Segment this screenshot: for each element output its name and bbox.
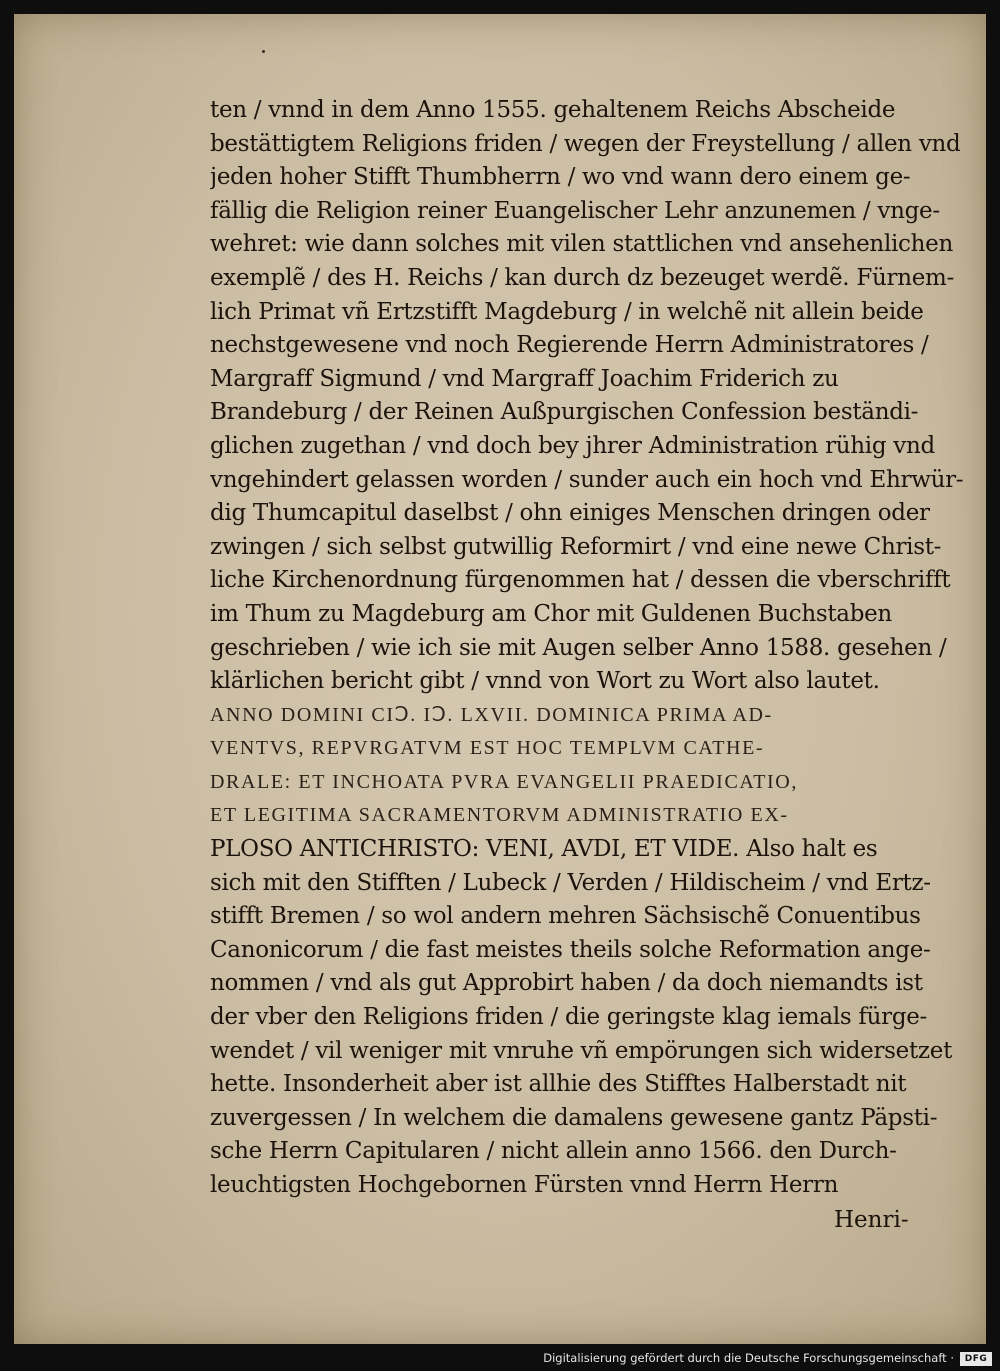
text-line: DRALE: ET INCHOATA PVRA EVANGELII PRAEDICATIO, [210,770,798,793]
text-line: ET LEGITIMA SACRAMENTORVM ADMINISTRATIO EX- [210,804,789,827]
text-line: leuchtigsten Hochgebornen Fürsten vnnd Herrn Herrn [210,1172,839,1198]
funding-credit: Digitalisierung gefördert durch die Deutsche Forschungsgemeinschaft · [543,1351,954,1365]
text-line: zwingen / sich selbst gutwillig Reformirt / vnd eine newe Christ- [210,533,942,560]
text-line: fällig die Religion reiner Euangelischer Lehr anzunemen / vnge- [210,197,940,224]
text-line: ANNO DOMINI CIↃ. IↃ. LXVII. DOMINICA PRIMA AD- [210,703,773,726]
text-line: Margraff Sigmund / vnd Margraff Joachim Friderich zu [210,365,839,392]
text-line: wendet / vil weniger mit vnruhe vñ empörungen sich widersetzet [210,1037,953,1064]
text-line: Brandeburg / der Reinen Außpurgischen Confession beständi- [210,399,919,426]
text-line: nommen / vnd als gut Approbirt haben / da doch niemandts ist [210,970,923,997]
text-line: glichen zugethan / vnd doch bey jhrer Administration rühig vnd [210,432,935,459]
text-line: stifft Bremen / so wol andern mehren Sächsischẽ Conuentibus [210,903,921,930]
text-line: klärlichen bericht gibt / vnnd von Wort zu Wort also lautet. [210,668,880,695]
text-line: sche Herrn Capitularen / nicht allein anno 1566. den Durch- [210,1138,897,1165]
text-line: ten / vnnd in dem Anno 1555. gehaltenem Reichs Abscheide [210,97,896,123]
text-line: Canonicorum / die fast meistes theils solche Reformation ange- [210,936,931,963]
text-line: nechstgewesene vnd noch Regierende Herrn Administratores / [210,332,929,359]
text-line: im Thum zu Magdeburg am Chor mit Guldenen Buchstaben [210,600,892,627]
text-line: lich Primat vñ Ertzstifft Magdeburg / in welchẽ nit allein beide [210,298,924,325]
text-line: exemplẽ / des H. Reichs / kan durch dz bezeuget werdẽ. Fürnem- [210,264,954,291]
catchword: Henri- [834,1207,909,1233]
text-line: zuvergessen / In welchem die damalens gewesene gantz Päpsti- [210,1104,938,1131]
text-line: sich mit den Stifften / Lubeck / Verden / Hildischeim / vnd Ertz- [210,869,931,896]
text-line: vngehindert gelassen worden / sunder auch ein hoch vnd Ehrwür- [210,466,964,493]
text-line: dig Thumcapitul daselbst / ohn einiges Menschen dringen oder [210,500,930,527]
text-line: geschrieben / wie ich sie mit Augen selber Anno 1588. gesehen / [210,634,947,661]
text-line: bestättigtem Religions friden / wegen der Freystellung / allen vnd [210,130,961,157]
text-line: liche Kirchenordnung fürgenommen hat / dessen die vberschrifft [210,567,951,594]
text-line: hette. Insonderheit aber ist allhie des Stifftes Halberstadt nit [210,1071,907,1098]
text-line: wehret: wie dann solches mit vilen stattlichen vnd ansehenlichen [210,231,953,258]
scanned-page [14,14,986,1344]
text-block [210,94,980,1203]
text-line: PLOSO ANTICHRISTO: VENI, AVDI, ET VIDE. Also halt es [210,836,878,863]
footer-bar [0,1345,1000,1371]
text-line: jeden hoher Stifft Thumbherrn / wo vnd wann dero einem ge- [210,164,911,191]
dfg-logo: DFG [960,1352,992,1366]
text-line: VENTVS, REPVRGATVM EST HOC TEMPLVM CATHE- [210,737,765,760]
text-line: der vber den Religions friden / die geringste klag iemals fürge- [210,1004,928,1031]
ink-speck [262,50,265,53]
